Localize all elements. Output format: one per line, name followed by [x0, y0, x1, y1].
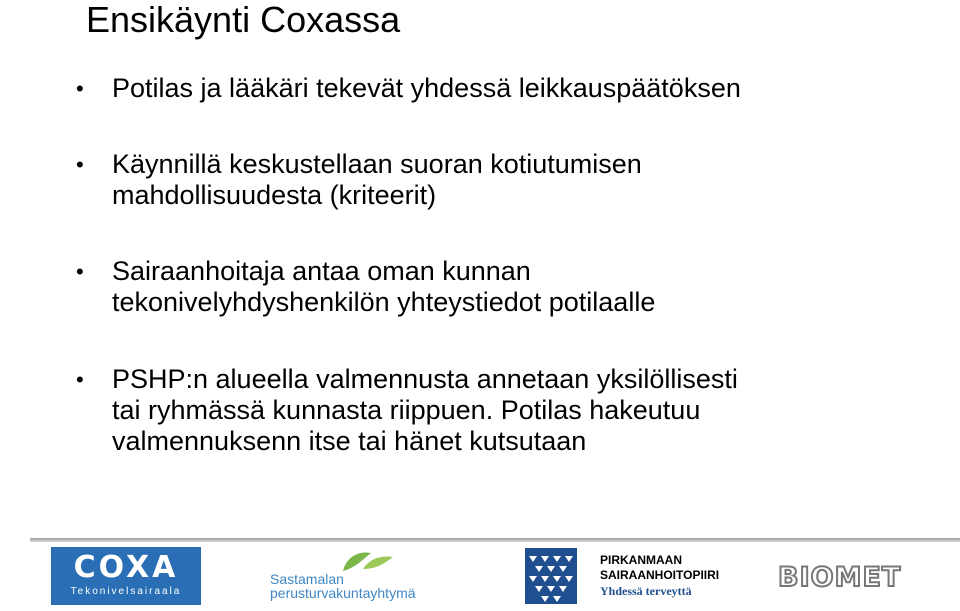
footer-divider — [30, 538, 960, 542]
sastamala-logo-line1: Sastamalan — [270, 571, 344, 587]
bullet-dot: • — [76, 259, 84, 284]
pshp-emblem-icon — [525, 548, 577, 604]
bullet-dot: • — [76, 367, 84, 392]
bullet-line: tai ryhmässä kunnasta riippuen. Potilas hakeutuu — [112, 395, 701, 425]
pshp-logo-line1: PIRKANMAAN — [600, 553, 682, 567]
pshp-logo-line2: SAIRAANHOITOPIIRI — [600, 568, 720, 582]
coxa-logo — [51, 547, 201, 605]
bullet-text — [112, 256, 655, 318]
sastamala-logo — [267, 547, 435, 605]
bullet-line: Sairaanhoitaja antaa oman kunnan — [112, 256, 531, 286]
bullet-line: Käynnillä keskustellaan suoran kotiutumisen — [112, 149, 642, 179]
sastamala-logo-line2: perusturvakuntayhtymä — [270, 585, 416, 601]
bullet-text — [112, 364, 738, 457]
coxa-logo-name: COXA — [73, 550, 179, 585]
bullet-line: PSHP:n alueella valmennusta annetaan yksilöllisesti — [112, 364, 738, 394]
slide-title: Ensikäynti Coxassa — [86, 0, 401, 40]
pshp-logo-text — [600, 553, 740, 599]
coxa-logo-tagline: Tekonivelsairaala — [70, 586, 182, 597]
bullet-line: valmennuksenn itse tai hänet kutsutaan — [112, 426, 587, 456]
bullet-line: mahdollisuudesta (kriteerit) — [112, 180, 437, 210]
bullet-dot: • — [76, 76, 84, 101]
bullet-line: tekonivelyhdyshenkilön yhteystiedot potilaalle — [112, 287, 656, 317]
bullet-text — [112, 73, 741, 104]
bullet-line: Potilas ja lääkäri tekevät yhdessä leikkauspäätöksen — [112, 73, 741, 103]
pshp-logo-slogan: Yhdessä terveyttä — [600, 584, 692, 598]
biomet-logo — [778, 563, 938, 593]
bullet-dot: • — [76, 152, 84, 177]
biomet-logo-name: BIOMET — [778, 562, 902, 593]
bullet-text — [112, 149, 642, 211]
leaf-icon — [337, 549, 397, 573]
